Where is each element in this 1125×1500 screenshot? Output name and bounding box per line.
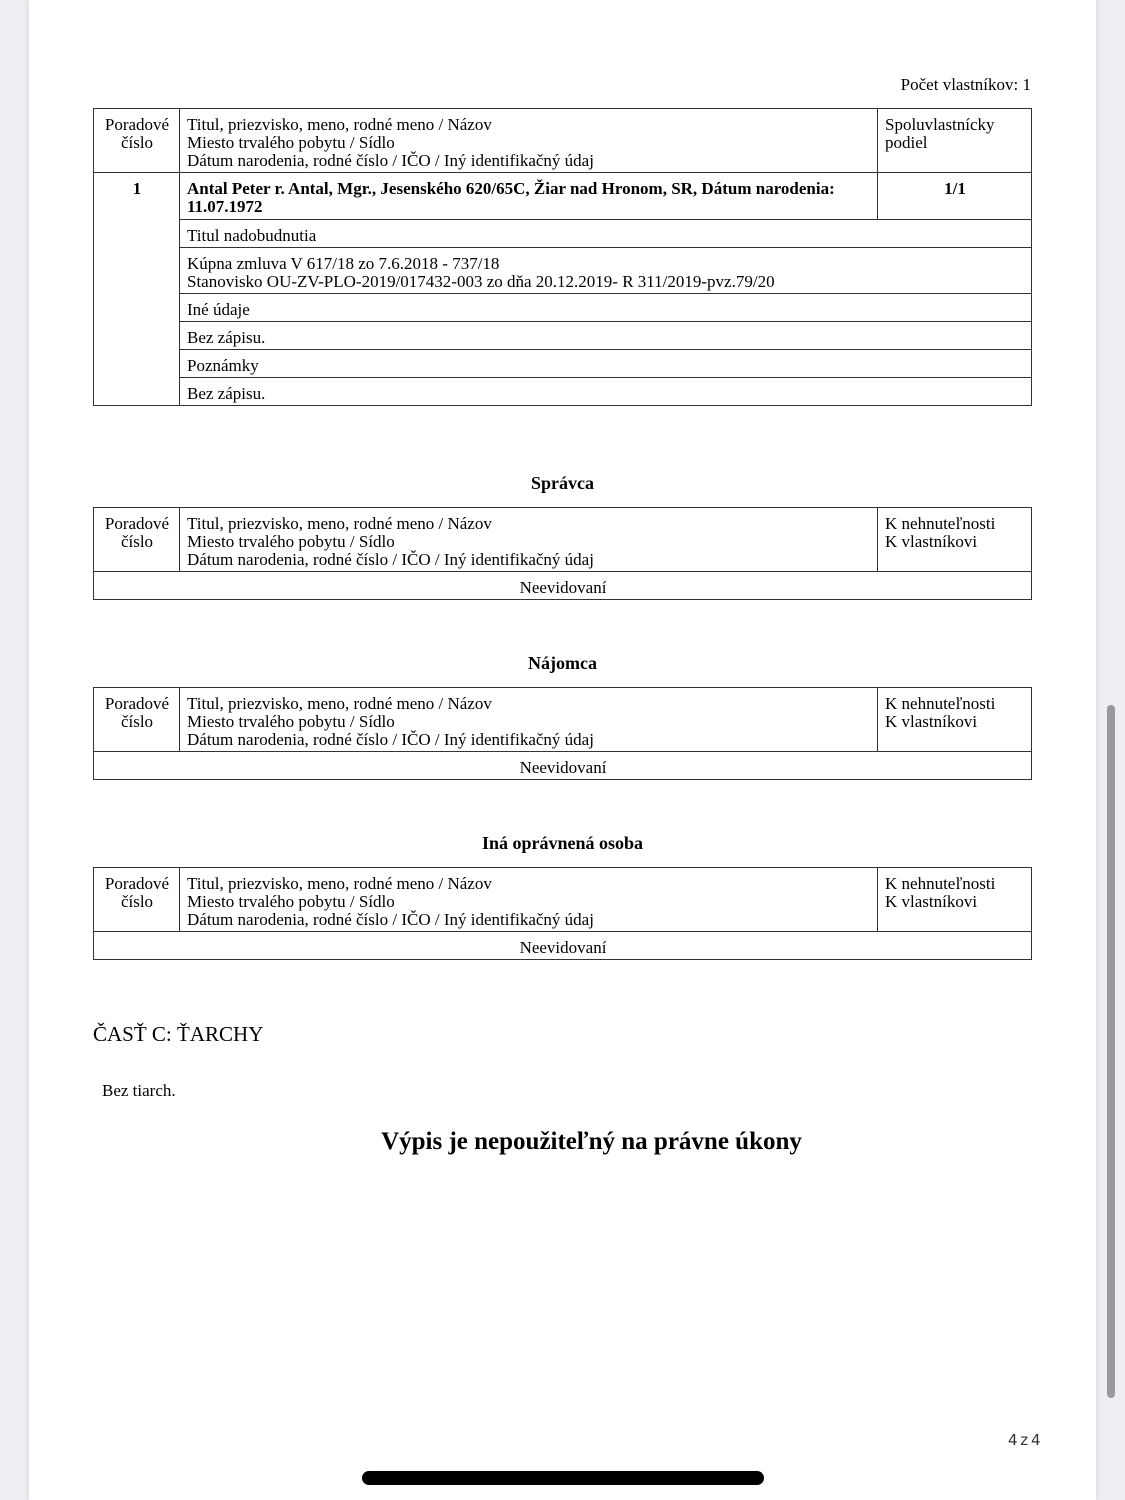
header-relation-line: K vlastníkovi	[885, 892, 978, 911]
header-num-line: Poradové	[104, 874, 170, 893]
title-value-row	[94, 248, 1032, 294]
title-value	[180, 248, 1032, 294]
title-label-row	[94, 220, 1032, 248]
header-name-line: Miesto trvalého pobytu / Sídlo	[187, 133, 395, 152]
header-share-line: podiel	[885, 133, 928, 152]
owner-num: 1	[94, 173, 180, 406]
legal-warning: Výpis je nepoužiteľný na právne úkony	[381, 1128, 802, 1155]
header-name-line: Titul, priezvisko, meno, rodné meno / Názov	[187, 874, 492, 893]
header-name-line: Titul, priezvisko, meno, rodné meno / Názov	[187, 694, 492, 713]
header-name-line: Miesto trvalého pobytu / Sídlo	[187, 532, 395, 551]
part-c-title: ČASŤ C: ŤARCHY	[93, 1022, 264, 1046]
header-name-line: Dátum narodenia, rodné číslo / IČO / Iný identifikačný údaj	[187, 730, 594, 749]
owner-name: Antal Peter r. Antal, Mgr., Jesenského 620/65C, Žiar nad Hronom, SR, Dátum narodenia: 11.07.1972	[180, 173, 878, 220]
header-name-line: Titul, priezvisko, meno, rodné meno / Názov	[187, 514, 492, 533]
header-relation-line: K vlastníkovi	[885, 712, 978, 731]
spravca-table	[93, 507, 1032, 600]
title-label: Titul nadobudnutia	[180, 220, 1032, 248]
owners-table	[93, 108, 1032, 406]
part-c-text: Bez tiarch.	[102, 1081, 176, 1100]
owner-row	[94, 173, 1032, 220]
notes-label-row	[94, 350, 1032, 378]
title-line: Stanovisko OU-ZV-PLO-2019/017432-003 zo dňa 20.12.2019- R 311/2019-pvz.79/20	[187, 272, 775, 291]
header-relation	[878, 868, 1032, 932]
header-relation-line: K nehnuteľnosti	[885, 514, 996, 533]
section-title-ina-opravnena-osoba: Iná oprávnená osoba	[481, 833, 644, 853]
header-share-line: Spoluvlastnícky	[885, 115, 995, 134]
header-share	[878, 109, 1032, 173]
header-name-line: Miesto trvalého pobytu / Sídlo	[187, 892, 395, 911]
header-num	[94, 109, 180, 173]
other-value: Bez zápisu.	[180, 322, 1032, 350]
owner-share: 1/1	[878, 173, 1032, 220]
vertical-scrollbar[interactable]	[1107, 705, 1115, 1398]
header-relation-line: K nehnuteľnosti	[885, 694, 996, 713]
header-num-line: Poradové	[104, 694, 170, 713]
header-name-line: Titul, priezvisko, meno, rodné meno / Názov	[187, 115, 492, 134]
header-relation	[878, 688, 1032, 752]
header-relation-line: K vlastníkovi	[885, 532, 978, 551]
table-header-row	[94, 508, 1032, 572]
title-line: Kúpna zmluva V 617/18 zo 7.6.2018 - 737/18	[187, 254, 500, 273]
header-name-line: Dátum narodenia, rodné číslo / IČO / Iný identifikačný údaj	[187, 910, 594, 929]
header-name	[180, 508, 878, 572]
najomca-table	[93, 687, 1032, 780]
table-header-row	[94, 688, 1032, 752]
header-name	[180, 688, 878, 752]
header-num	[94, 868, 180, 932]
empty-row	[94, 572, 1032, 600]
other-value-row	[94, 322, 1032, 350]
other-label: Iné údaje	[180, 294, 1032, 322]
empty-row	[94, 752, 1032, 780]
header-name-line: Miesto trvalého pobytu / Sídlo	[187, 712, 395, 731]
notes-value: Bez zápisu.	[180, 378, 1032, 406]
empty-value: Neevidovaní	[94, 572, 1032, 600]
empty-value: Neevidovaní	[94, 932, 1032, 960]
header-num	[94, 508, 180, 572]
other-label-row	[94, 294, 1032, 322]
notes-label: Poznámky	[180, 350, 1032, 378]
header-num-line: číslo	[120, 532, 154, 551]
header-name	[180, 868, 878, 932]
empty-row	[94, 932, 1032, 960]
header-relation-line: K nehnuteľnosti	[885, 874, 996, 893]
header-name-line: Dátum narodenia, rodné číslo / IČO / Iný identifikačný údaj	[187, 151, 594, 170]
header-num-line: číslo	[120, 892, 154, 911]
header-name	[180, 109, 878, 173]
header-num-line: Poradové	[104, 115, 170, 134]
owners-count: Počet vlastníkov: 1	[900, 75, 1031, 94]
header-num-line: číslo	[120, 133, 154, 152]
home-indicator[interactable]	[362, 1471, 764, 1485]
ina-opravnena-osoba-table	[93, 867, 1032, 960]
header-name-line: Dátum narodenia, rodné číslo / IČO / Iný identifikačný údaj	[187, 550, 594, 569]
header-num	[94, 688, 180, 752]
table-header-row	[94, 868, 1032, 932]
header-num-line: číslo	[120, 712, 154, 731]
document-page	[29, 0, 1096, 1500]
empty-value: Neevidovaní	[94, 752, 1032, 780]
page-indicator: 4 z 4	[1008, 1431, 1041, 1449]
notes-value-row	[94, 378, 1032, 406]
header-relation	[878, 508, 1032, 572]
section-title-spravca: Správca	[531, 473, 594, 493]
table-header-row	[94, 109, 1032, 173]
header-num-line: Poradové	[104, 514, 170, 533]
section-title-najomca: Nájomca	[528, 653, 597, 673]
